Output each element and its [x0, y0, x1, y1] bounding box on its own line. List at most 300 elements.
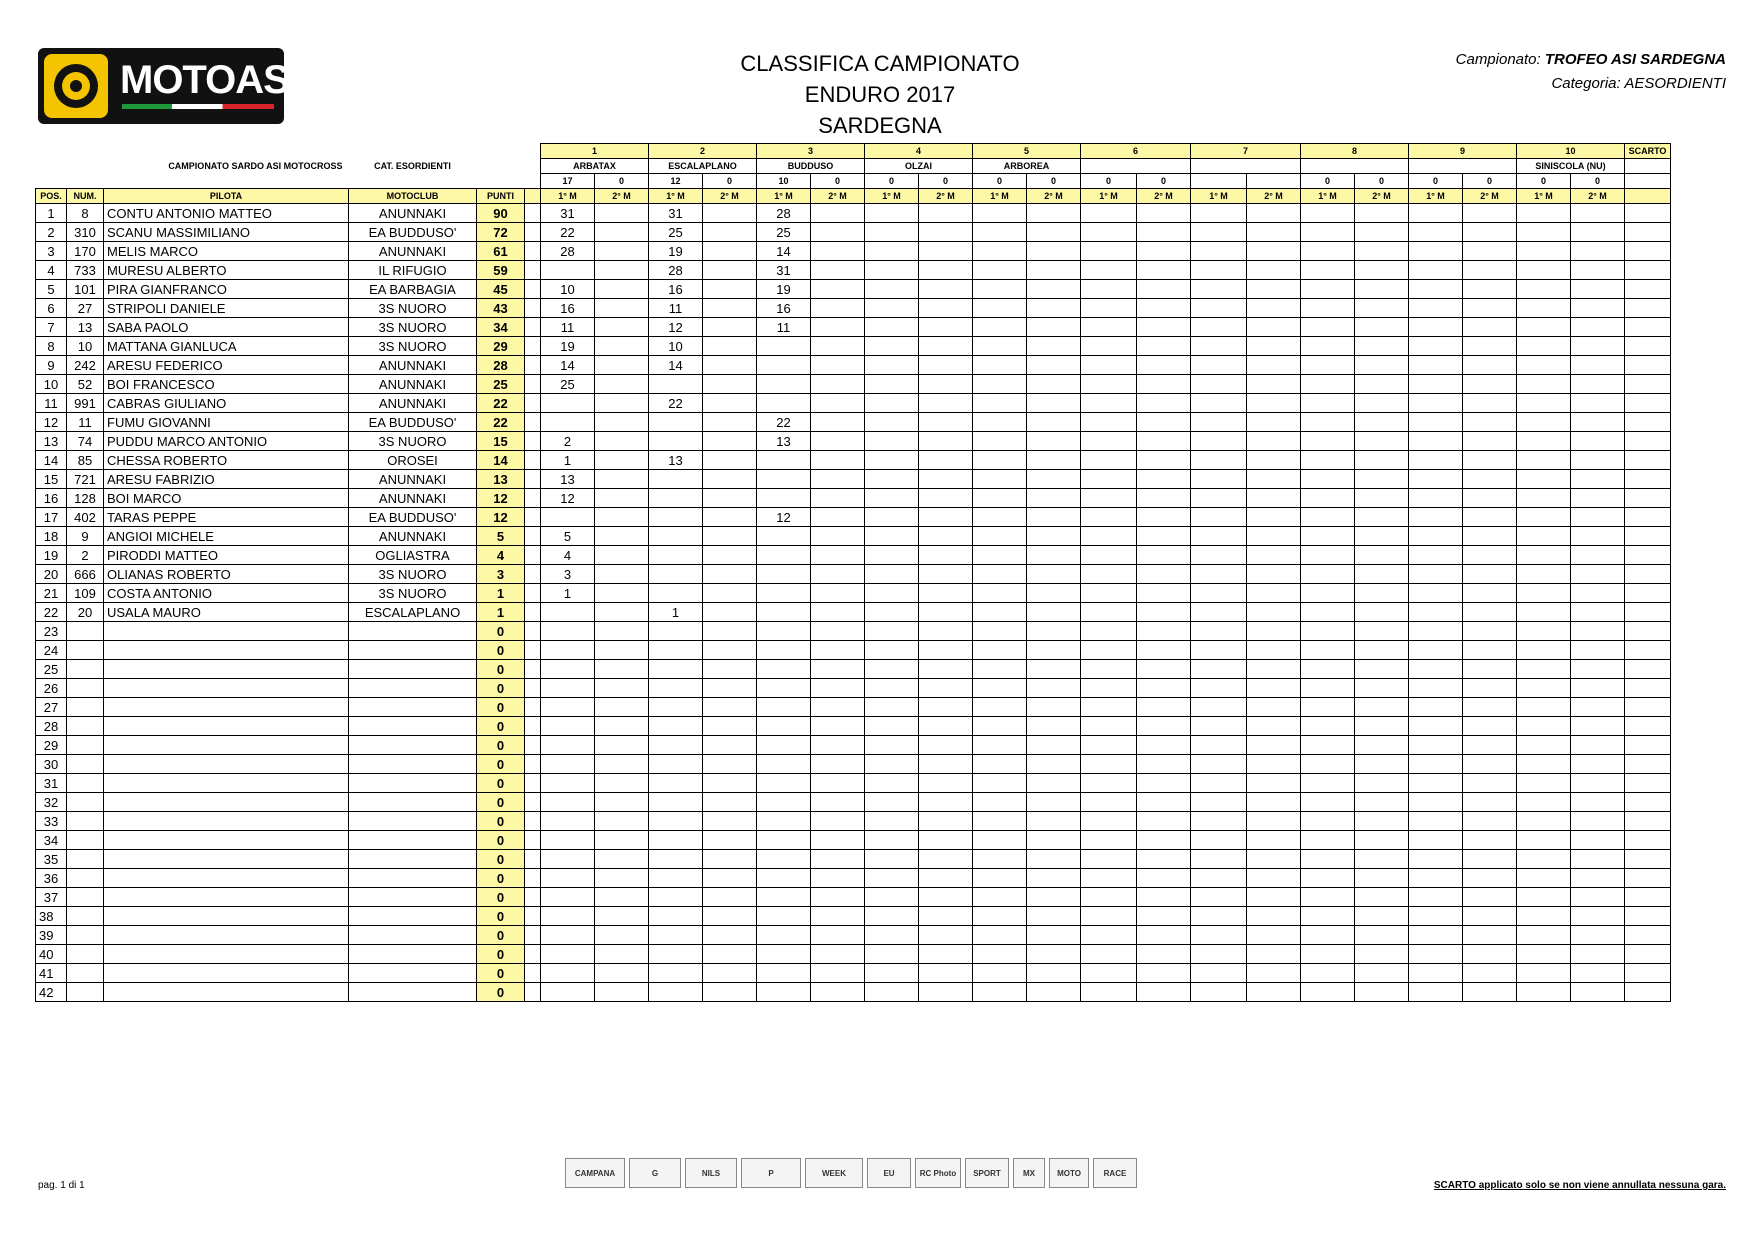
row-round-score — [757, 945, 811, 964]
row-round-score — [1463, 736, 1517, 755]
row-scarto — [1625, 356, 1671, 375]
round-number: 3 — [757, 144, 865, 159]
row-round-score — [865, 337, 919, 356]
round-number: 8 — [1301, 144, 1409, 159]
row-round-score — [1517, 660, 1571, 679]
row-round-score — [1027, 603, 1081, 622]
row-round-score — [1191, 242, 1247, 261]
row-round-score — [1409, 489, 1463, 508]
row-pilota: PIRA GIANFRANCO — [104, 280, 349, 299]
row-round-score: 10 — [649, 337, 703, 356]
row-round-score — [1517, 755, 1571, 774]
row-round-score — [595, 508, 649, 527]
sponsor-strip — [565, 1158, 1137, 1188]
row-round-score — [1517, 356, 1571, 375]
row-round-score — [1517, 793, 1571, 812]
row-punti: 0 — [477, 831, 525, 850]
row-pilota: OLIANAS ROBERTO — [104, 565, 349, 584]
row-round-score — [1409, 755, 1463, 774]
row-round-score — [1081, 850, 1137, 869]
row-pilota: MATTANA GIANLUCA — [104, 337, 349, 356]
manche-header: 1° M — [1301, 189, 1355, 204]
row-round-score — [649, 774, 703, 793]
row-round-score: 16 — [541, 299, 595, 318]
row-round-score — [1191, 964, 1247, 983]
row-round-score — [1137, 546, 1191, 565]
row-round-score — [1301, 983, 1355, 1002]
row-round-score — [919, 451, 973, 470]
row-round-score — [811, 584, 865, 603]
row-round-score — [1081, 337, 1137, 356]
row-round-score — [973, 375, 1027, 394]
row-pilota: BOI FRANCESCO — [104, 375, 349, 394]
row-round-score — [1301, 299, 1355, 318]
table-row — [36, 679, 1671, 698]
sponsor-logo: P — [741, 1158, 801, 1188]
row-round-score — [1355, 299, 1409, 318]
row-pilota: PIRODDI MATTEO — [104, 546, 349, 565]
manche-header: 2° M — [1571, 189, 1625, 204]
row-round-score — [919, 337, 973, 356]
row-round-score — [973, 907, 1027, 926]
row-round-score — [1571, 508, 1625, 527]
row-punti: 0 — [477, 964, 525, 983]
row-scarto — [1625, 831, 1671, 850]
row-round-score: 16 — [757, 299, 811, 318]
row-motoclub: ANUNNAKI — [349, 470, 477, 489]
row-round-score — [1081, 698, 1137, 717]
row-round-score — [1137, 698, 1191, 717]
row-round-score — [1463, 451, 1517, 470]
row-round-score — [1571, 736, 1625, 755]
row-round-score — [1355, 204, 1409, 223]
row-round-score — [973, 318, 1027, 337]
row-scarto — [1625, 337, 1671, 356]
row-round-score — [1137, 793, 1191, 812]
sponsor-logo: SPORT — [965, 1158, 1009, 1188]
row-round-score — [1355, 489, 1409, 508]
row-round-score — [1463, 660, 1517, 679]
row-round-score — [973, 299, 1027, 318]
row-round-score — [703, 394, 757, 413]
row-round-score — [1247, 299, 1301, 318]
row-round-score — [1355, 622, 1409, 641]
row-round-score — [1301, 774, 1355, 793]
row-round-score — [919, 869, 973, 888]
row-round-score — [1463, 945, 1517, 964]
row-round-score — [1355, 736, 1409, 755]
row-round-score — [1355, 983, 1409, 1002]
row-round-score — [811, 470, 865, 489]
round-number: 2 — [649, 144, 757, 159]
row-round-score — [1247, 793, 1301, 812]
row-round-score — [1191, 565, 1247, 584]
row-round-score — [1027, 793, 1081, 812]
row-pos: 13 — [36, 432, 67, 451]
row-round-score — [973, 679, 1027, 698]
row-round-score — [1301, 736, 1355, 755]
round-number: 9 — [1409, 144, 1517, 159]
row-round-score — [1247, 679, 1301, 698]
sponsor-logo: MOTO — [1049, 1158, 1089, 1188]
row-round-score — [649, 375, 703, 394]
row-round-score — [1517, 584, 1571, 603]
row-round-score — [1247, 888, 1301, 907]
row-num — [67, 736, 104, 755]
row-round-score — [919, 907, 973, 926]
row-round-score — [1571, 831, 1625, 850]
table-row — [36, 508, 1671, 527]
row-round-score — [811, 413, 865, 432]
row-round-score — [811, 432, 865, 451]
table-row — [36, 356, 1671, 375]
row-round-score — [1571, 451, 1625, 470]
round-place — [1191, 159, 1301, 174]
row-round-score — [1463, 793, 1517, 812]
row-motoclub — [349, 945, 477, 964]
row-motoclub — [349, 717, 477, 736]
row-round-score — [1081, 983, 1137, 1002]
row-motoclub — [349, 755, 477, 774]
row-round-score — [1247, 831, 1301, 850]
row-round-score — [1301, 603, 1355, 622]
row-round-score — [595, 565, 649, 584]
row-round-score — [595, 261, 649, 280]
row-round-score — [595, 318, 649, 337]
row-round-score — [649, 470, 703, 489]
row-round-score: 14 — [757, 242, 811, 261]
table-row — [36, 888, 1671, 907]
row-round-score — [703, 869, 757, 888]
row-round-score — [1191, 831, 1247, 850]
row-round-score — [703, 964, 757, 983]
row-round-score — [1571, 280, 1625, 299]
row-round-score — [1137, 831, 1191, 850]
table-row — [36, 546, 1671, 565]
row-round-score — [703, 375, 757, 394]
row-motoclub — [349, 774, 477, 793]
row-scarto — [1625, 812, 1671, 831]
row-round-score — [1081, 755, 1137, 774]
row-round-score — [1517, 850, 1571, 869]
row-round-score — [919, 603, 973, 622]
row-round-score — [973, 850, 1027, 869]
row-round-score — [811, 280, 865, 299]
row-round-score — [703, 736, 757, 755]
row-round-score — [1247, 774, 1301, 793]
row-round-score — [1517, 888, 1571, 907]
row-round-score — [649, 508, 703, 527]
row-round-score — [595, 356, 649, 375]
row-round-score — [703, 793, 757, 812]
row-round-score — [649, 641, 703, 660]
row-round-score — [865, 907, 919, 926]
row-round-score — [541, 641, 595, 660]
row-round-score — [649, 983, 703, 1002]
manche-header: 2° M — [1137, 189, 1191, 204]
row-pilota: BOI MARCO — [104, 489, 349, 508]
row-round-score — [1355, 869, 1409, 888]
row-round-score — [1517, 527, 1571, 546]
row-round-score — [1517, 375, 1571, 394]
row-round-score — [703, 565, 757, 584]
row-num: 52 — [67, 375, 104, 394]
row-round-score — [811, 451, 865, 470]
row-scarto — [1625, 736, 1671, 755]
row-pos: 24 — [36, 641, 67, 660]
row-round-score — [811, 907, 865, 926]
row-num — [67, 793, 104, 812]
row-pos: 40 — [36, 945, 67, 964]
row-round-score — [919, 641, 973, 660]
row-round-score — [811, 945, 865, 964]
row-round-score — [541, 508, 595, 527]
row-pilota: CHESSA ROBERTO — [104, 451, 349, 470]
row-round-score — [757, 679, 811, 698]
row-round-score — [703, 299, 757, 318]
row-round-score — [1191, 204, 1247, 223]
row-round-score — [811, 736, 865, 755]
row-round-score — [1301, 451, 1355, 470]
manche-header: 1° M — [1191, 189, 1247, 204]
row-round-score: 1 — [649, 603, 703, 622]
row-round-score — [1355, 356, 1409, 375]
row-round-score — [541, 869, 595, 888]
row-num: 310 — [67, 223, 104, 242]
row-round-score — [1517, 318, 1571, 337]
page-number: pag. 1 di 1 — [38, 1180, 85, 1191]
row-punti: 14 — [477, 451, 525, 470]
row-round-score — [541, 394, 595, 413]
row-round-score — [1301, 926, 1355, 945]
row-round-score — [1409, 451, 1463, 470]
row-round-score — [595, 527, 649, 546]
row-pilota: USALA MAURO — [104, 603, 349, 622]
row-round-score — [1191, 983, 1247, 1002]
row-round-score — [1081, 679, 1137, 698]
row-round-score — [703, 584, 757, 603]
row-pos: 31 — [36, 774, 67, 793]
row-round-score — [811, 546, 865, 565]
row-round-score — [1137, 641, 1191, 660]
row-round-score — [595, 831, 649, 850]
row-round-score — [865, 375, 919, 394]
row-round-score — [1081, 451, 1137, 470]
row-scarto — [1625, 584, 1671, 603]
row-num: 170 — [67, 242, 104, 261]
round-number: 4 — [865, 144, 973, 159]
row-round-score — [1571, 660, 1625, 679]
row-round-score — [811, 641, 865, 660]
sponsor-logo: EU — [867, 1158, 911, 1188]
row-motoclub: EA BUDDUSO' — [349, 508, 477, 527]
row-round-score — [1355, 375, 1409, 394]
row-round-score — [919, 242, 973, 261]
row-round-score: 16 — [649, 280, 703, 299]
row-num: 9 — [67, 527, 104, 546]
row-round-score — [1517, 622, 1571, 641]
row-scarto — [1625, 641, 1671, 660]
table-row — [36, 907, 1671, 926]
row-round-score — [703, 888, 757, 907]
scarto-header: SCARTO — [1625, 144, 1671, 159]
row-punti: 0 — [477, 850, 525, 869]
row-round-score — [1571, 223, 1625, 242]
row-round-score — [1301, 831, 1355, 850]
row-round-score — [595, 736, 649, 755]
row-round-score — [1463, 831, 1517, 850]
round-number: 6 — [1081, 144, 1191, 159]
row-round-score — [1409, 527, 1463, 546]
row-round-score — [973, 451, 1027, 470]
row-motoclub: 3S NUORO — [349, 565, 477, 584]
row-round-score — [1027, 394, 1081, 413]
row-punti: 0 — [477, 945, 525, 964]
row-round-score — [1081, 717, 1137, 736]
row-round-score: 31 — [541, 204, 595, 223]
row-round-score — [757, 394, 811, 413]
table-row — [36, 584, 1671, 603]
row-round-score — [1081, 603, 1137, 622]
row-round-score — [541, 774, 595, 793]
row-round-score — [757, 793, 811, 812]
row-round-score — [757, 337, 811, 356]
row-round-score — [1027, 926, 1081, 945]
row-motoclub — [349, 679, 477, 698]
row-punti: 1 — [477, 584, 525, 603]
row-scarto — [1625, 660, 1671, 679]
row-pos: 39 — [36, 926, 67, 945]
row-round-score — [1081, 584, 1137, 603]
row-round-score — [757, 717, 811, 736]
row-pos: 41 — [36, 964, 67, 983]
row-round-score — [1137, 850, 1191, 869]
row-round-score — [1409, 679, 1463, 698]
row-round-score — [973, 565, 1027, 584]
row-round-score — [1081, 204, 1137, 223]
row-round-score — [973, 641, 1027, 660]
row-round-score — [919, 299, 973, 318]
row-round-score — [1355, 698, 1409, 717]
row-round-score — [649, 736, 703, 755]
table-row — [36, 660, 1671, 679]
row-round-score — [973, 926, 1027, 945]
row-round-score — [1355, 888, 1409, 907]
row-pilota — [104, 831, 349, 850]
row-round-score — [1517, 299, 1571, 318]
row-round-score — [1463, 204, 1517, 223]
manche-header: 2° M — [1355, 189, 1409, 204]
row-pilota: ANGIOI MICHELE — [104, 527, 349, 546]
row-round-score — [865, 698, 919, 717]
championship-meta: Campionato: TROFEO ASI SARDEGNA Categoria: AESORDIENTI — [1455, 51, 1726, 92]
table-row — [36, 337, 1671, 356]
row-round-score — [649, 717, 703, 736]
row-pilota: ARESU FABRIZIO — [104, 470, 349, 489]
row-pos: 29 — [36, 736, 67, 755]
row-round-score — [1137, 964, 1191, 983]
row-round-score — [703, 280, 757, 299]
row-round-score — [1137, 318, 1191, 337]
row-round-score — [541, 736, 595, 755]
table-subtitle: CAMPIONATO SARDO ASI MOTOCROSS — [168, 161, 343, 171]
row-round-score — [595, 812, 649, 831]
row-round-score — [1463, 299, 1517, 318]
row-round-score — [1027, 660, 1081, 679]
row-round-score — [703, 223, 757, 242]
row-round-score — [1247, 660, 1301, 679]
row-scarto — [1625, 793, 1671, 812]
row-round-score — [1463, 242, 1517, 261]
row-motoclub: EA BUDDUSO' — [349, 223, 477, 242]
row-round-score — [1027, 983, 1081, 1002]
manche-header: 1° M — [541, 189, 595, 204]
row-round-score — [1301, 850, 1355, 869]
round-count: 0 — [1137, 174, 1191, 189]
row-punti: 22 — [477, 394, 525, 413]
row-round-score — [1355, 793, 1409, 812]
round-number: 1 — [541, 144, 649, 159]
row-motoclub — [349, 660, 477, 679]
row-round-score — [1409, 299, 1463, 318]
round-number: 7 — [1191, 144, 1301, 159]
row-round-score: 4 — [541, 546, 595, 565]
row-round-score — [541, 926, 595, 945]
row-round-score — [1463, 489, 1517, 508]
row-num: 109 — [67, 584, 104, 603]
row-round-score — [1137, 299, 1191, 318]
row-round-score — [1191, 508, 1247, 527]
row-scarto — [1625, 204, 1671, 223]
row-round-score — [1081, 432, 1137, 451]
row-round-score — [541, 945, 595, 964]
row-round-score — [919, 755, 973, 774]
table-row — [36, 470, 1671, 489]
table-row — [36, 565, 1671, 584]
row-round-score — [757, 983, 811, 1002]
row-round-score — [919, 546, 973, 565]
manche-header: 1° M — [1409, 189, 1463, 204]
row-round-score — [1517, 508, 1571, 527]
row-round-score — [1191, 698, 1247, 717]
row-round-score — [1027, 641, 1081, 660]
row-round-score — [757, 356, 811, 375]
row-punti: 34 — [477, 318, 525, 337]
row-num — [67, 888, 104, 907]
row-round-score — [919, 964, 973, 983]
row-round-score — [703, 831, 757, 850]
row-pilota — [104, 755, 349, 774]
row-round-score — [1247, 318, 1301, 337]
row-round-score — [757, 470, 811, 489]
row-round-score — [1191, 489, 1247, 508]
row-round-score — [1409, 318, 1463, 337]
row-round-score — [973, 698, 1027, 717]
row-round-score — [1247, 907, 1301, 926]
row-round-score — [1247, 394, 1301, 413]
row-round-score — [1463, 527, 1517, 546]
row-pos: 20 — [36, 565, 67, 584]
row-round-score — [865, 641, 919, 660]
row-round-score — [1463, 698, 1517, 717]
row-scarto — [1625, 850, 1671, 869]
row-pilota: CONTU ANTONIO MATTEO — [104, 204, 349, 223]
row-round-score — [1137, 280, 1191, 299]
row-punti: 5 — [477, 527, 525, 546]
row-round-score — [973, 660, 1027, 679]
row-round-score: 19 — [649, 242, 703, 261]
round-count: 0 — [919, 174, 973, 189]
